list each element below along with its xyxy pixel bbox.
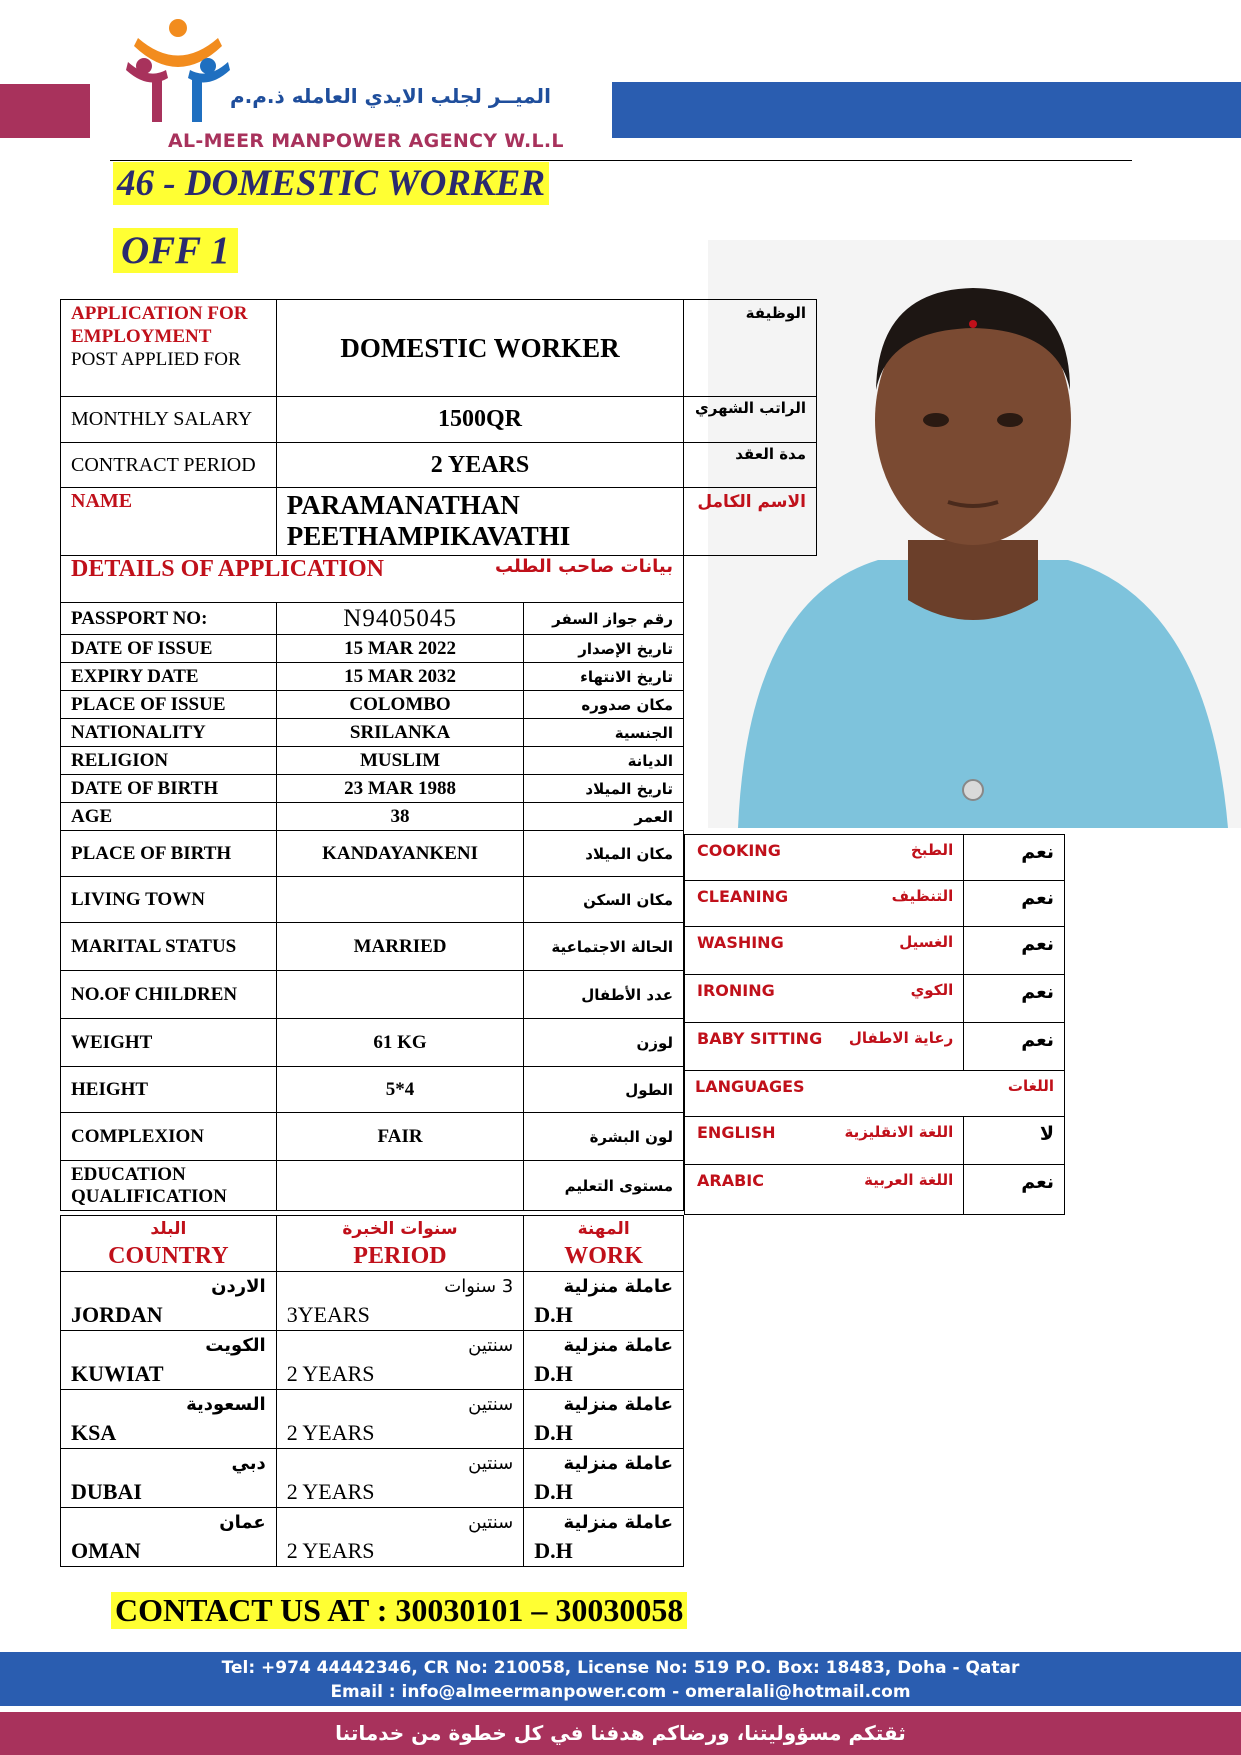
- company-name-arabic: الميــر لجلب الايدي العامله ذ.م.م: [230, 84, 551, 108]
- detail-label: EDUCATION QUALIFICATION: [61, 1161, 277, 1211]
- detail-arabic: مكان الميلاد: [524, 831, 684, 877]
- detail-label: PASSPORT NO:: [61, 603, 277, 635]
- experience-period: [276, 1331, 524, 1390]
- experience-country: [61, 1508, 277, 1567]
- experience-period-en: 2 YEARS: [286, 1538, 375, 1563]
- detail-value: 23 MAR 1988: [276, 775, 524, 803]
- experience-country-ar: دبي: [231, 1453, 266, 1474]
- experience-row: [61, 1508, 684, 1567]
- details-row: [61, 831, 684, 877]
- post-applied-label: POST APPLIED FOR: [71, 349, 241, 370]
- salary-label: MONTHLY SALARY: [61, 397, 277, 443]
- detail-value: FAIR: [276, 1113, 524, 1161]
- experience-country: [61, 1331, 277, 1390]
- skill-name-en: WASHING: [697, 933, 784, 952]
- experience-work-en: D.H: [534, 1538, 573, 1563]
- language-cell: [685, 1117, 964, 1165]
- experience-period-ar: سنتين: [468, 1335, 514, 1356]
- footer-contact: [0, 1652, 1241, 1706]
- experience-period-ar: سنتين: [468, 1394, 514, 1415]
- detail-arabic: الجنسية: [524, 719, 684, 747]
- period-header-en: PERIOD: [353, 1243, 447, 1269]
- detail-value: 38: [276, 803, 524, 831]
- detail-label: DATE OF ISSUE: [61, 635, 277, 663]
- detail-arabic: الديانة: [524, 747, 684, 775]
- skills-rows: [685, 835, 1065, 1215]
- detail-label: RELIGION: [61, 747, 277, 775]
- country-header-ar: البلد: [150, 1219, 187, 1239]
- language-name-en: ARABIC: [697, 1171, 764, 1190]
- detail-label: MARITAL STATUS: [61, 923, 277, 971]
- salary-value: 1500QR: [276, 397, 684, 443]
- language-name-ar: اللغة العربية: [864, 1171, 954, 1189]
- post-applied-arabic: الوظيفة: [684, 300, 817, 397]
- skill-answer: نعم: [964, 835, 1065, 881]
- language-cell: [685, 1165, 964, 1215]
- page-title: 46 - DOMESTIC WORKER: [113, 162, 549, 205]
- experience-row: [61, 1449, 684, 1508]
- work-header-en: WORK: [564, 1243, 643, 1269]
- details-heading-table: [60, 556, 684, 603]
- language-answer: لا: [964, 1117, 1065, 1165]
- experience-row: [61, 1272, 684, 1331]
- detail-arabic: رقم جواز السفر: [524, 603, 684, 635]
- details-row: [61, 603, 684, 635]
- detail-label: PLACE OF BIRTH: [61, 831, 277, 877]
- detail-label: COMPLEXION: [61, 1113, 277, 1161]
- languages-header-en: LANGUAGES: [695, 1077, 805, 1096]
- experience-period: [276, 1449, 524, 1508]
- experience-country: [61, 1390, 277, 1449]
- work-header-ar: المهنة: [577, 1219, 630, 1239]
- skill-cell: [685, 835, 964, 881]
- skill-cell: [685, 927, 964, 975]
- details-rows: [61, 603, 684, 1211]
- experience-work: [524, 1331, 684, 1390]
- skill-row: [685, 1023, 1065, 1071]
- skill-name-en: IRONING: [697, 981, 775, 1000]
- experience-work: [524, 1449, 684, 1508]
- details-table: [60, 602, 684, 1211]
- details-row: [61, 923, 684, 971]
- details-row: [61, 1019, 684, 1067]
- skill-cell: [685, 1023, 964, 1071]
- language-row: [685, 1165, 1065, 1215]
- skill-answer: نعم: [964, 975, 1065, 1023]
- experience-period: [276, 1508, 524, 1567]
- detail-label: EXPIRY DATE: [61, 663, 277, 691]
- experience-period-en: 2 YEARS: [286, 1479, 375, 1504]
- detail-value: [276, 1161, 524, 1211]
- experience-period-ar: سنتين: [468, 1453, 514, 1474]
- details-row: [61, 663, 684, 691]
- skill-name-ar: الكوي: [910, 981, 954, 999]
- details-row: [61, 691, 684, 719]
- post-applied-value: DOMESTIC WORKER: [276, 300, 684, 397]
- details-row: [61, 747, 684, 775]
- skills-table: [684, 834, 1065, 1215]
- salary-arabic: الراتب الشهري: [684, 397, 817, 443]
- company-name-english: AL-MEER MANPOWER AGENCY W.L.L: [168, 130, 564, 152]
- detail-label: PLACE OF ISSUE: [61, 691, 277, 719]
- experience-country-en: DUBAI: [71, 1479, 142, 1504]
- skill-cell: [685, 881, 964, 927]
- experience-work-ar: عاملة منزلية: [563, 1335, 673, 1356]
- detail-label: NO.OF CHILDREN: [61, 971, 277, 1019]
- header-bar-right: [612, 82, 1241, 138]
- detail-label: DATE OF BIRTH: [61, 775, 277, 803]
- name-label: NAME: [61, 488, 277, 556]
- detail-arabic: لوزن: [524, 1019, 684, 1067]
- details-heading-en-cell: [61, 556, 451, 602]
- experience-period-en: 2 YEARS: [286, 1361, 375, 1386]
- skill-row: [685, 927, 1065, 975]
- details-row: [61, 775, 684, 803]
- languages-header: [685, 1071, 1065, 1117]
- detail-arabic: تاريخ الميلاد: [524, 775, 684, 803]
- details-row: [61, 803, 684, 831]
- experience-work-ar: عاملة منزلية: [563, 1276, 673, 1297]
- detail-value: [276, 971, 524, 1019]
- detail-value: KANDAYANKENI: [276, 831, 524, 877]
- header-bar-left: [0, 84, 90, 138]
- skill-row: [685, 835, 1065, 881]
- detail-value: MARRIED: [276, 923, 524, 971]
- detail-value: 15 MAR 2032: [276, 663, 524, 691]
- experience-header-country: [61, 1216, 277, 1272]
- detail-label: WEIGHT: [61, 1019, 277, 1067]
- detail-arabic: الحالة الاجتماعية: [524, 923, 684, 971]
- experience-table: [60, 1215, 684, 1567]
- experience-header-work: [524, 1216, 684, 1272]
- details-row: [61, 877, 684, 923]
- experience-work-en: D.H: [534, 1479, 573, 1504]
- experience-period-en: 3YEARS: [286, 1302, 370, 1327]
- experience-country-ar: الاردن: [211, 1276, 266, 1297]
- detail-arabic: مكان صدوره: [524, 691, 684, 719]
- experience-row: [61, 1390, 684, 1449]
- experience-work-en: D.H: [534, 1420, 573, 1445]
- skill-name-ar: الغسيل: [899, 933, 954, 951]
- detail-arabic: تاريخ الإصدار: [524, 635, 684, 663]
- experience-header-period: [276, 1216, 524, 1272]
- detail-value: 15 MAR 2022: [276, 635, 524, 663]
- details-heading-en: DETAILS OF APPLICATION: [71, 556, 384, 582]
- footer-line2: Email : info@almeermanpower.com - omeralali@hotmail.com: [330, 1682, 911, 1702]
- experience-country-en: OMAN: [71, 1538, 141, 1563]
- header-divider: [110, 160, 1132, 161]
- experience-work-ar: عاملة منزلية: [563, 1394, 673, 1415]
- experience-period: [276, 1390, 524, 1449]
- experience-country-ar: الكويت: [205, 1335, 266, 1356]
- detail-arabic: عدد الأطفال: [524, 971, 684, 1019]
- office-label: OFF 1: [113, 228, 238, 273]
- detail-label: AGE: [61, 803, 277, 831]
- language-name-en: ENGLISH: [697, 1123, 776, 1142]
- detail-arabic: مستوى التعليم: [524, 1161, 684, 1211]
- application-for-employment-label: APPLICATION FOR EMPLOYMENT: [71, 303, 248, 347]
- company-logo-icon: [118, 18, 238, 122]
- skill-answer: نعم: [964, 881, 1065, 927]
- experience-work-en: D.H: [534, 1302, 573, 1327]
- experience-work: [524, 1508, 684, 1567]
- footer-slogan: ثقتكم مسؤوليتنا، ورضاكم هدفنا في كل خطوة من خدماتنا: [0, 1712, 1241, 1755]
- detail-value: SRILANKA: [276, 719, 524, 747]
- application-table: [60, 299, 817, 556]
- skill-name-en: CLEANING: [697, 887, 789, 906]
- experience-period-ar: سنتين: [468, 1512, 514, 1533]
- skill-cell: [685, 975, 964, 1023]
- experience-country: [61, 1272, 277, 1331]
- detail-arabic: العمر: [524, 803, 684, 831]
- experience-rows: [61, 1272, 684, 1567]
- experience-country-en: KUWIAT: [71, 1361, 164, 1386]
- language-row: [685, 1117, 1065, 1165]
- experience-row: [61, 1331, 684, 1390]
- languages-header-row: [685, 1071, 1065, 1117]
- language-name-ar: اللغة الانقليزية: [844, 1123, 954, 1141]
- experience-work: [524, 1390, 684, 1449]
- experience-work-ar: عاملة منزلية: [563, 1512, 673, 1533]
- application-label-cell: [61, 300, 277, 397]
- name-arabic: الاسم الكامل: [684, 488, 817, 556]
- skill-name-en: BABY SITTING: [697, 1029, 823, 1048]
- detail-value: [276, 877, 524, 923]
- detail-arabic: الطول: [524, 1067, 684, 1113]
- experience-work-ar: عاملة منزلية: [563, 1453, 673, 1474]
- details-row: [61, 1113, 684, 1161]
- detail-label: HEIGHT: [61, 1067, 277, 1113]
- experience-country-ar: عمان: [219, 1512, 266, 1533]
- skill-row: [685, 975, 1065, 1023]
- detail-arabic: تاريخ الانتهاء: [524, 663, 684, 691]
- contract-label: CONTRACT PERIOD: [61, 443, 277, 488]
- experience-work: [524, 1272, 684, 1331]
- detail-arabic: مكان السكن: [524, 877, 684, 923]
- skill-name-ar: التنظيف: [891, 887, 954, 905]
- experience-period: [276, 1272, 524, 1331]
- period-header-ar: سنوات الخبرة: [342, 1219, 458, 1239]
- skill-answer: نعم: [964, 927, 1065, 975]
- name-value: [276, 488, 684, 556]
- skill-answer: نعم: [964, 1023, 1065, 1071]
- experience-country-en: JORDAN: [71, 1302, 163, 1327]
- experience-period-ar: 3 سنوات: [444, 1276, 514, 1297]
- details-row: [61, 1161, 684, 1211]
- details-heading-ar: بيانات صاحب الطلب: [451, 556, 684, 602]
- skill-name-ar: الطبخ: [910, 841, 954, 859]
- details-row: [61, 635, 684, 663]
- contact-line: CONTACT US AT : 30030101 – 30030058: [111, 1592, 687, 1629]
- details-row: [61, 719, 684, 747]
- details-row: [61, 1067, 684, 1113]
- name-value-line2: PEETHAMPIKAVATHI: [286, 521, 571, 551]
- detail-value: 61 KG: [276, 1019, 524, 1067]
- detail-arabic: لون البشرة: [524, 1113, 684, 1161]
- detail-value: N9405045: [276, 603, 524, 635]
- experience-work-en: D.H: [534, 1361, 573, 1386]
- skill-name-en: COOKING: [697, 841, 781, 860]
- country-header-en: COUNTRY: [108, 1243, 229, 1269]
- skill-row: [685, 881, 1065, 927]
- experience-country-ar: السعودية: [186, 1394, 266, 1415]
- languages-header-ar: اللغات: [1007, 1077, 1054, 1095]
- skill-name-ar: رعاية الاطفال: [848, 1029, 954, 1047]
- details-row: [61, 971, 684, 1019]
- detail-value: 5*4: [276, 1067, 524, 1113]
- experience-country: [61, 1449, 277, 1508]
- contract-value: 2 YEARS: [276, 443, 684, 488]
- detail-value: MUSLIM: [276, 747, 524, 775]
- detail-label: LIVING TOWN: [61, 877, 277, 923]
- detail-value: COLOMBO: [276, 691, 524, 719]
- name-value-line1: PARAMANATHAN: [286, 490, 520, 520]
- experience-country-en: KSA: [71, 1420, 117, 1445]
- contract-arabic: مدة العقد: [684, 443, 817, 488]
- detail-label: NATIONALITY: [61, 719, 277, 747]
- footer-line1: Tel: +974 44442346, CR No: 210058, License No: 519 P.O. Box: 18483, Doha - Qatar: [221, 1658, 1020, 1678]
- experience-period-en: 2 YEARS: [286, 1420, 375, 1445]
- language-answer: نعم: [964, 1165, 1065, 1215]
